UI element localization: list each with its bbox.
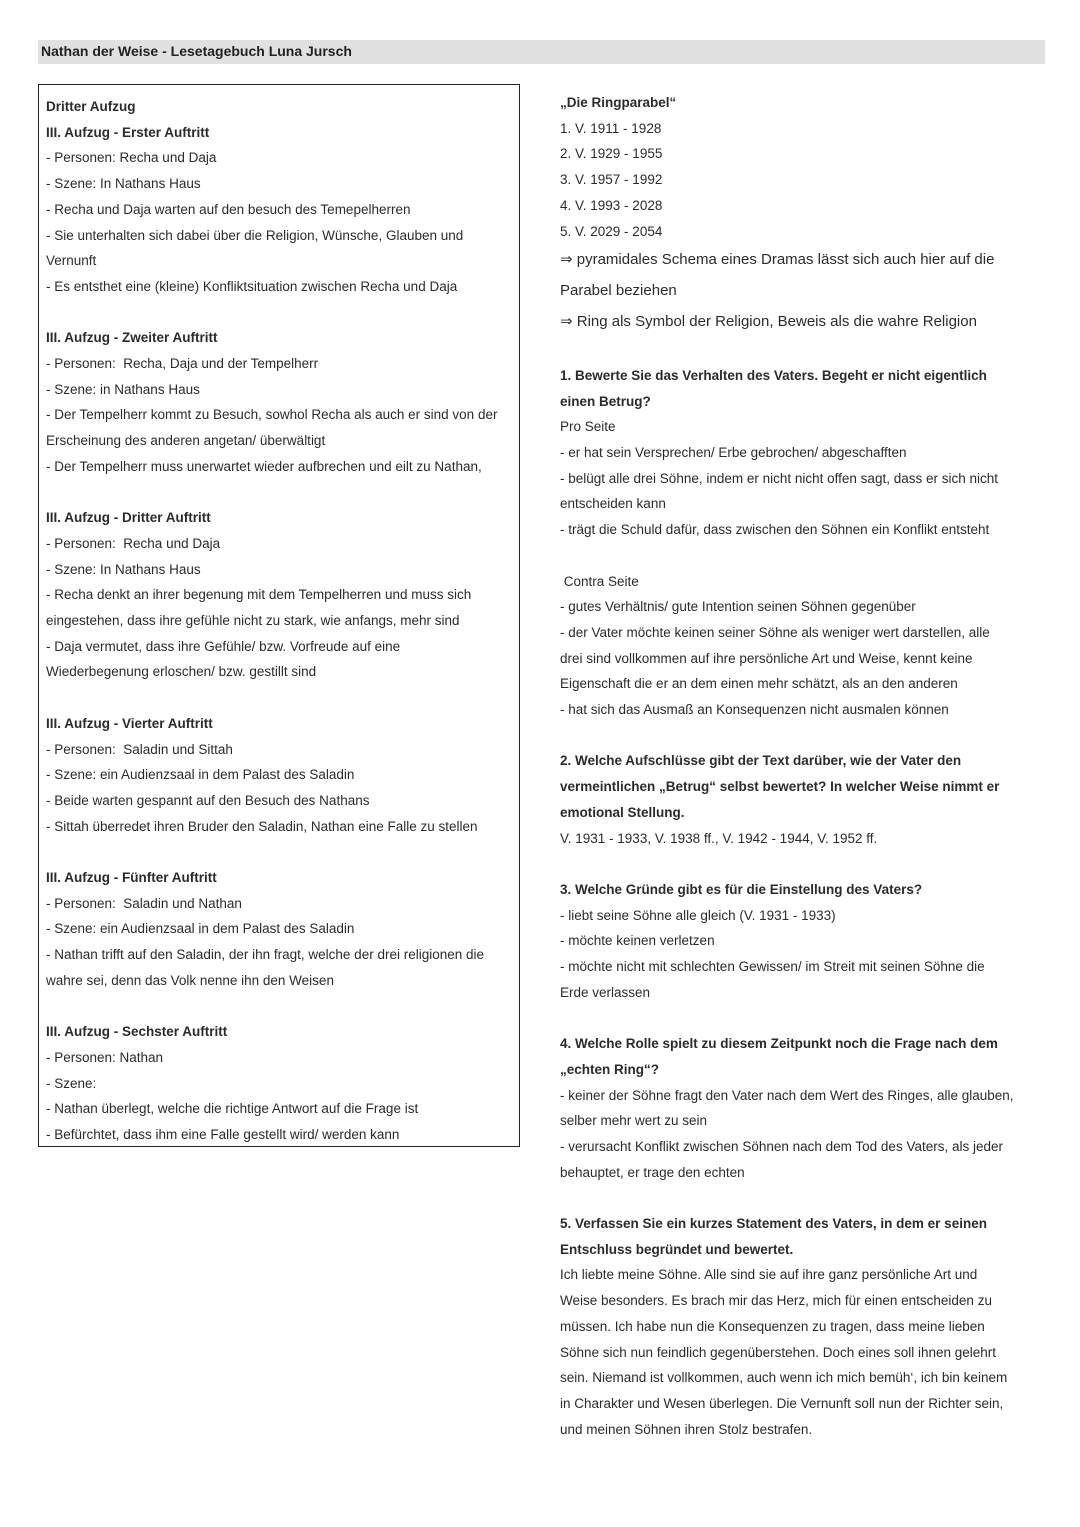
contra-heading: Contra Seite — [560, 573, 639, 589]
scene-note: - Der Tempelherr muss unerwartet wieder aufbrechen und eilt zu Nathan, — [46, 458, 482, 474]
answer-line: und meinen Söhnen ihren Stolz bestrafen. — [560, 1421, 813, 1437]
answer-line: Söhne sich nun feindlich gegenüberstehen. Doch eines soll ihnen gelehrt — [560, 1344, 997, 1360]
verse-range: 1. V. 1911 - 1928 — [560, 120, 662, 136]
header-bar — [38, 40, 1045, 64]
scene-note: - Szene: — [46, 1075, 97, 1091]
answer-line: - möchte keinen verletzen — [560, 933, 715, 949]
scene-note: - Personen: Recha und Daja — [46, 150, 217, 166]
answer-line: Weise besonders. Es brach mir das Herz, mich für einen entscheiden zu — [560, 1293, 992, 1309]
parable-title: „Die Ringparabel“ — [560, 95, 677, 110]
question-2-block — [560, 748, 1040, 851]
contra-point: - der Vater möchte keinen seiner Söhne als weniger wert darstellen, alle — [560, 624, 990, 640]
verse-range: 3. V. 1957 - 1992 — [560, 172, 663, 188]
question-4-block — [560, 1031, 1040, 1185]
arrow-note: Parabel beziehen — [560, 282, 677, 300]
question-text: 5. Verfassen Sie ein kurzes Statement des Vaters, in dem er seinen — [560, 1216, 987, 1232]
question-text: 4. Welche Rolle spielt zu diesem Zeitpunkt noch die Frage nach dem — [560, 1036, 998, 1052]
answer-line: selber mehr wert zu sein — [560, 1113, 708, 1129]
arrow-notes — [560, 244, 1040, 337]
answer-line: behauptet, er trage den echten — [560, 1164, 745, 1180]
pro-point: entscheiden kann — [560, 496, 666, 512]
scene-note: - Sittah überredet ihren Bruder den Saladin, Nathan eine Falle zu stellen — [46, 818, 478, 834]
verse-range: 4. V. 1993 - 2028 — [560, 197, 663, 213]
scene-note: eingestehen, dass ihre gefühle nicht zu stark, wie anfangs, mehr sind — [46, 613, 460, 629]
contra-point: - hat sich das Ausmaß an Konsequenzen nicht ausmalen können — [560, 702, 949, 718]
pro-point: - trägt die Schuld dafür, dass zwischen den Söhnen ein Konflikt entsteht — [560, 522, 990, 538]
question-text: 1. Bewerte Sie das Verhalten des Vaters. Begeht er nicht eigentlich — [560, 367, 987, 383]
scene-note: - Beide warten gespannt auf den Besuch des Nathans — [46, 792, 370, 808]
answer-line: - verursacht Konflikt zwischen Söhnen nach dem Tod des Vaters, als jeder — [560, 1138, 1003, 1154]
arrow-note: ⇒ Ring als Symbol der Religion, Beweis als die wahre Religion — [560, 313, 977, 331]
scene-note: - Der Tempelherr kommt zu Besuch, sowhol Recha als auch er sind von der — [46, 407, 498, 423]
contra-point: drei sind vollkommen auf ihre persönliche Art und Weise, kennt keine — [560, 650, 973, 666]
scene-title: III. Aufzug - Sechster Auftritt — [46, 1024, 228, 1040]
answer-line: in Charakter und Wesen überlegen. Die Vernunft soll nun der Richter sein, — [560, 1395, 1004, 1411]
answer-line: V. 1931 - 1933, V. 1938 ff., V. 1942 - 1944, V. 1952 ff. — [560, 830, 878, 846]
scene-list — [46, 120, 513, 1148]
verse-range: 5. V. 2029 - 2054 — [560, 223, 663, 239]
ringparabel-section — [560, 90, 1040, 1442]
scene-title: III. Aufzug - Vierter Auftritt — [46, 715, 213, 731]
act-heading: Dritter Aufzug — [46, 99, 136, 114]
scene-title: III. Aufzug - Fünfter Auftritt — [46, 870, 217, 886]
question-text: vermeintlichen „Betrug“ selbst bewertet? In welcher Weise nimmt er — [560, 779, 1000, 795]
scene-note: - Personen: Saladin und Sittah — [46, 741, 233, 757]
scene-note: wahre sei, denn das Volk nenne ihn den Weisen — [46, 972, 334, 988]
pro-heading: Pro Seite — [560, 419, 616, 435]
scene-note: Vernunft — [46, 253, 97, 269]
scene-note: - Personen: Recha, Daja und der Tempelherr — [46, 356, 319, 372]
scene-note: - Szene: In Nathans Haus — [46, 561, 201, 577]
arrow-note: ⇒ pyramidales Schema eines Dramas lässt sich auch hier auf die — [560, 251, 995, 269]
scene-note: Wiederbegenung erloschen/ bzw. gestillt sind — [46, 664, 317, 680]
scene-note: - Szene: ein Audienzsaal in dem Palast des Saladin — [46, 921, 355, 937]
scene-note: - Personen: Recha und Daja — [46, 535, 221, 551]
scene-note: - Es entsthet eine (kleine) Konfliktsituation zwischen Recha und Daja — [46, 278, 458, 294]
question-text: einen Betrug? — [560, 393, 651, 409]
scene-note: - Nathan überlegt, welche die richtige Antwort auf die Frage ist — [46, 1101, 419, 1117]
scene-note: - Personen: Nathan — [46, 1049, 164, 1065]
scene-note: Erscheinung des anderen angetan/ überwältigt — [46, 433, 326, 449]
question-text: Entschluss begründet und bewertet. — [560, 1241, 794, 1257]
scene-note: - Szene: ein Audienzsaal in dem Palast des Saladin — [46, 767, 355, 783]
question-text: „echten Ring“? — [560, 1061, 660, 1077]
answer-line: sein. Niemand ist vollkommen, auch wenn ich mich bemüh‘, ich bin keinem — [560, 1370, 1008, 1386]
question-text: 3. Welche Gründe gibt es für die Einstellung des Vaters? — [560, 881, 923, 897]
answer-line: - liebt seine Söhne alle gleich (V. 1931 - 1933) — [560, 907, 836, 923]
question-text: emotional Stellung. — [560, 804, 685, 820]
scene-note: - Recha und Daja warten auf den besuch des Temepelherren — [46, 201, 411, 217]
scene-note: - Sie unterhalten sich dabei über die Religion, Wünsche, Glauben und — [46, 227, 464, 243]
scene-note: - Daja vermutet, dass ihre Gefühle/ bzw. Vorfreude auf eine — [46, 638, 401, 654]
scene-note: - Szene: In Nathans Haus — [46, 176, 201, 192]
pro-point: - belügt alle drei Söhne, indem er nicht nicht offen sagt, dass er sich nicht — [560, 470, 998, 486]
scene-note: - Szene: in Nathans Haus — [46, 381, 200, 397]
act-summary-box — [38, 84, 520, 1147]
pro-point: - er hat sein Versprechen/ Erbe gebrochen/ abgeschafften — [560, 445, 907, 461]
question-text: 2. Welche Aufschlüsse gibt der Text darüber, wie der Vater den — [560, 753, 962, 769]
document-title: Nathan der Weise - Lesetagebuch Luna Jursch — [41, 43, 352, 59]
scene-title: III. Aufzug - Zweiter Auftritt — [46, 330, 218, 346]
scene-note: - Personen: Saladin und Nathan — [46, 895, 242, 911]
scene-title: III. Aufzug - Erster Auftritt — [46, 124, 210, 140]
answer-line: müssen. Ich habe nun die Konsequenzen zu tragen, dass meine lieben — [560, 1318, 985, 1334]
question-1-block — [560, 363, 1040, 723]
answer-line: - möchte nicht mit schlechten Gewissen/ im Streit mit seinen Söhne die — [560, 959, 985, 975]
verse-range: 2. V. 1929 - 1955 — [560, 146, 663, 162]
answer-line: Erde verlassen — [560, 984, 651, 1000]
contra-point: Eigenschaft die er an dem einen mehr schätzt, als an den anderen — [560, 676, 958, 692]
verse-list — [560, 116, 1040, 245]
scene-note: - Befürchtet, dass ihm eine Falle gestellt wird/ werden kann — [46, 1127, 400, 1143]
question-3-block — [560, 877, 1040, 1006]
scene-note: - Nathan trifft auf den Saladin, der ihn fragt, welche der drei religionen die — [46, 947, 485, 963]
contra-point: - gutes Verhältnis/ gute Intention seinen Söhnen gegenüber — [560, 599, 916, 615]
scene-note: - Recha denkt an ihrer begenung mit dem Tempelherren und muss sich — [46, 587, 472, 603]
scene-title: III. Aufzug - Dritter Auftritt — [46, 510, 211, 526]
answer-line: - keiner der Söhne fragt den Vater nach dem Wert des Ringes, alle glauben, — [560, 1087, 1014, 1103]
answer-line: Ich liebte meine Söhne. Alle sind sie auf ihre ganz persönliche Art und — [560, 1267, 978, 1283]
question-5-block — [560, 1211, 1040, 1442]
